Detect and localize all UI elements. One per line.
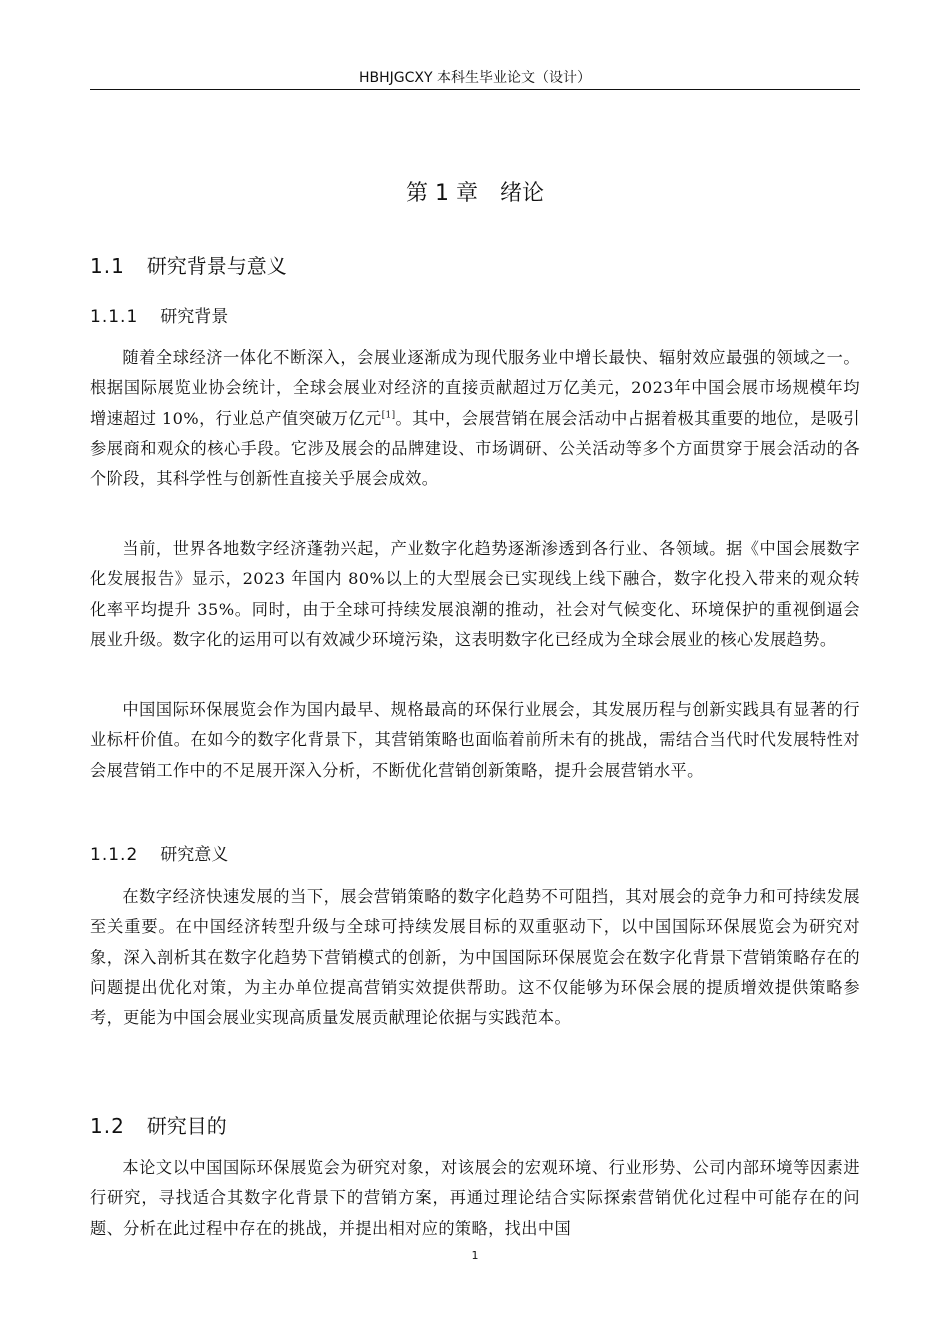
page-number: 1 [471,1249,479,1262]
paragraph-text: 随着全球经济一体化不断深入，会展业逐渐成为现代服务业中增长最快、辐射效应最强的领域之一。根据国际展览业协会统计，全球会展业对经济的直接贡献超过万亿美元，2023年中国会展市场规模年均增速超过 10%，行业总产值突破万亿元 [90,348,860,428]
paragraph-purpose: 本论文以中国国际环保展览会为研究对象，对该展会的宏观环境、行业形势、公司内部环境等因素进行研究，寻找适合其数字化背景下的营销方案，再通过理论结合实际探索营销优化过程中可能存在的问题、分析在此过程中存在的挑战，并提出相对应的策略，找出中国 [90,1158,860,1238]
subsection-heading-1-1-1 [90,305,228,329]
subsection-title: 研究背景 [160,307,229,327]
section-title: 研究背景与意义 [146,254,287,278]
subsection-title: 研究意义 [160,845,229,865]
section-number: 1.2 [90,1114,125,1138]
header-rule [90,89,860,90]
chapter-title: 第 1 章 绪论 [406,181,544,206]
paragraph-background-2: 当前，世界各地数字经济蓬勃兴起，产业数字化趋势逐渐渗透到各行业、各领域。据《中国会展数字化发展报告》显示，2023 年国内 80%以上的大型展会已实现线上线下融合，数字化投入带来的观众转化率平均提升 35%。同时，由于全球可持续发展浪潮的推动，社会对气候变化、环境保护的重视倒逼会展业升级。数字化的运用可以有效减少环境污染，这表明数字化已经成为全球会展业的核心发展趋势。 [90,539,860,649]
section-number: 1.1 [90,254,125,278]
paragraph-background-3: 中国国际环保展览会作为国内最早、规格最高的环保行业展会，其发展历程与创新实践具有显著的行业标杆价值。在如今的数字化背景下，其营销策略也面临着前所未有的挑战，需结合当代时代发展特性对会展营销工作中的不足展开深入分析，不断优化营销创新策略，提升会展营销水平。 [90,700,860,780]
paragraph-significance: 在数字经济快速发展的当下，展会营销策略的数字化趋势不可阻挡，其对展会的竞争力和可持续发展至关重要。在中国经济转型升级与全球可持续发展目标的双重驱动下，以中国国际环保展览会为研究对象，深入剖析其在数字化趋势下营销模式的创新，为中国国际环保展览会在数字化背景下营销策略存在的问题提出优化对策，为主办单位提高营销实效提供帮助。这不仅能够为环保会展的提质增效提供策略参考，更能为中国会展业实现高质量发展贡献理论依据与实践范本。 [90,887,860,1028]
citation-marker[interactable]: [1] [381,410,396,421]
paragraph-text-continued: 。其中，会展营销在展会活动中占据着极其重要的地位，是吸引参展商和观众的核心手段。它涉及展会的品牌建设、市场调研、公关活动等多个方面贯穿于展会活动的各个阶段，其科学性与创新性直接关乎展会成效。 [90,408,860,489]
section-heading-1-1 [90,252,287,280]
running-header: HBHJGCXY 本科生毕业论文（设计） [358,70,591,86]
subsection-number: 1.1.2 [90,845,139,865]
section-heading-1-2 [90,1112,227,1140]
section-title: 研究目的 [146,1114,227,1138]
subsection-heading-1-1-2 [90,843,228,867]
paragraph-background-1 [90,343,860,494]
subsection-number: 1.1.1 [90,307,139,327]
